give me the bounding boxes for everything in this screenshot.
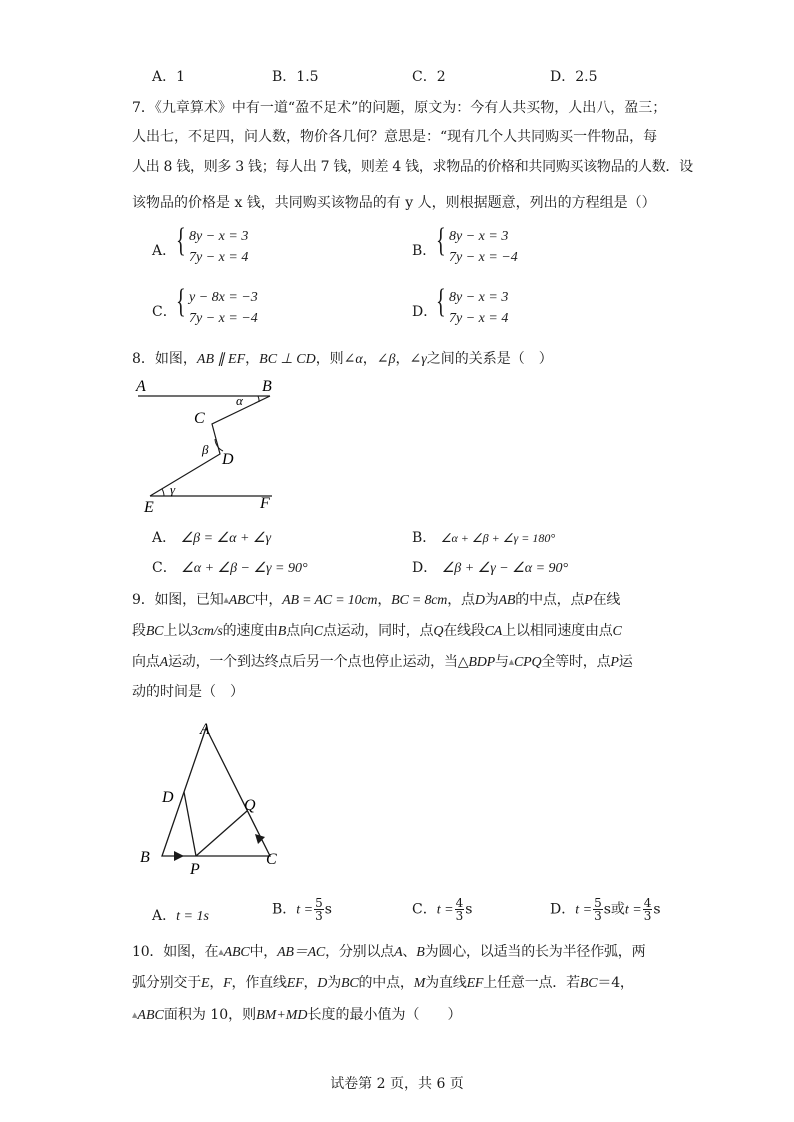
unit: s xyxy=(465,901,473,918)
math: B xyxy=(277,624,287,639)
math: CPQ xyxy=(513,655,542,670)
text: 为 xyxy=(484,592,499,608)
fraction xyxy=(593,897,603,922)
math: CA xyxy=(484,624,503,639)
option-text: ∠β = ∠α + ∠γ xyxy=(180,531,271,546)
option-letter: C． xyxy=(412,69,437,85)
q6-option-d[interactable] xyxy=(550,66,598,86)
math: Q xyxy=(433,624,444,639)
numerator: 4 xyxy=(643,896,652,910)
label-f: F xyxy=(260,495,270,512)
text: ， xyxy=(209,975,224,991)
math: BM+MD xyxy=(256,1008,308,1023)
math: P xyxy=(584,593,593,608)
triangle-icon: ▲ xyxy=(132,1011,138,1019)
denominator: 3 xyxy=(594,909,602,923)
text: 10．如图，在 xyxy=(132,944,219,960)
option-letter: C． xyxy=(412,901,437,918)
label-gamma: γ xyxy=(170,482,176,497)
text: 全等时，点 xyxy=(541,654,611,670)
left-brace-icon: { xyxy=(436,283,446,320)
math: EF xyxy=(466,976,484,991)
text: ， xyxy=(377,592,392,608)
triangle-icon: ▲ xyxy=(508,658,514,666)
label-a: A xyxy=(136,378,146,395)
text: ，则∠ xyxy=(315,351,356,367)
equation-2: 7y − x = 4 xyxy=(449,311,509,326)
math: E xyxy=(201,976,210,991)
q7-stem-line-4: 该物品的价格是 x 钱，共同购买该物品的有 y 人，则根据题意，列出的方程组是（） xyxy=(132,195,656,211)
q6-option-c[interactable] xyxy=(412,66,446,86)
option-letter: A． xyxy=(152,243,177,259)
option-value: 2 xyxy=(436,69,446,85)
left-brace-icon: { xyxy=(436,222,446,259)
text: 与 xyxy=(494,654,509,670)
text: 在线 xyxy=(592,592,621,608)
math: EF xyxy=(286,976,304,991)
label-e: E xyxy=(144,499,154,516)
math: D xyxy=(317,976,328,991)
label-c: C xyxy=(194,410,205,427)
q8-option-c[interactable] xyxy=(152,557,308,577)
text: 上任意一点．若 xyxy=(483,975,580,991)
text: 上以相同速度由点 xyxy=(502,623,613,639)
option-letter: A． xyxy=(152,908,177,924)
q8-figure xyxy=(130,374,290,516)
math: ABC xyxy=(137,1008,164,1023)
option-letter: C． xyxy=(152,304,177,320)
option-letter: D． xyxy=(550,69,576,85)
q9-figure xyxy=(134,718,294,880)
math: AB ∥ EF xyxy=(196,352,246,367)
segment-pq xyxy=(196,811,247,856)
text: 8．如图， xyxy=(132,351,197,367)
text: 之间的关系是（ ） xyxy=(426,351,553,367)
text: 的速度由 xyxy=(222,623,278,639)
text: 的中点，点 xyxy=(515,592,585,608)
math: AB = AC = 10cm xyxy=(282,593,378,608)
gamma-arc xyxy=(162,489,164,496)
option-value: 1.5 xyxy=(296,69,319,85)
segment-dp xyxy=(184,792,196,856)
math: D xyxy=(474,593,485,608)
polyline-bcde xyxy=(150,396,270,496)
q9-option-a[interactable] xyxy=(152,905,209,925)
q8-option-d[interactable] xyxy=(412,557,568,577)
label-a: A xyxy=(200,721,210,738)
math: B xyxy=(416,945,425,960)
math: t = xyxy=(624,902,642,918)
text: 运 xyxy=(618,654,633,670)
text: 弧分别交于 xyxy=(132,975,201,991)
text: 点向 xyxy=(286,623,314,639)
math: t = xyxy=(296,902,314,918)
q9-option-b[interactable] xyxy=(272,897,332,922)
math: ABC xyxy=(223,945,250,960)
label-q: Q xyxy=(244,797,256,814)
option-letter: D． xyxy=(550,901,576,918)
q7-stem-line-2: 人出七，不足四，问人数，物价各几何？意思是：“现有几个人共同购买一件物品，每 xyxy=(132,129,658,145)
arrow-right-icon xyxy=(174,851,184,861)
label-d: D xyxy=(162,789,174,806)
equation-2: 7y − x = −4 xyxy=(449,250,518,265)
unit: s xyxy=(603,901,611,918)
q9-stem-line-3 xyxy=(132,651,633,671)
label-c: C xyxy=(266,851,277,868)
math: BC = 8cm xyxy=(391,593,448,608)
math: BC xyxy=(145,624,164,639)
q8-option-b[interactable] xyxy=(412,527,555,547)
math: A xyxy=(394,945,403,960)
option-letter: A． xyxy=(152,530,177,546)
text: 上以 xyxy=(163,623,191,639)
left-brace-icon: { xyxy=(176,222,186,259)
math: 3cm/s xyxy=(190,624,223,639)
option-text: ∠α + ∠β − ∠γ = 90° xyxy=(181,561,308,576)
denominator: 3 xyxy=(315,909,323,923)
math: P xyxy=(610,655,619,670)
q10-stem-line-2 xyxy=(132,972,634,992)
option-letter: B． xyxy=(272,69,297,85)
numerator: 4 xyxy=(455,896,464,910)
math: β xyxy=(388,352,396,367)
q10-stem-line-1 xyxy=(132,941,645,961)
text: 段 xyxy=(132,623,146,639)
unit: s xyxy=(324,901,332,918)
q8-option-a[interactable] xyxy=(152,527,271,547)
text: 为 xyxy=(327,975,341,991)
q9-stem-line-1 xyxy=(132,589,620,609)
equation-1: y − 8x = −3 xyxy=(189,290,258,305)
denominator: 3 xyxy=(455,909,464,923)
equation-1: 8y − x = 3 xyxy=(449,229,509,244)
numerator: 5 xyxy=(315,896,323,910)
left-brace-icon: { xyxy=(176,283,186,320)
label-b: B xyxy=(140,849,150,866)
math: AB xyxy=(498,593,516,608)
q9-option-d[interactable] xyxy=(550,897,661,922)
math: BC ⊥ CD xyxy=(259,352,316,367)
text: 点运动，同时，点 xyxy=(322,623,434,639)
label-d: D xyxy=(222,451,234,468)
option-letter: A． xyxy=(152,69,177,85)
text: 为直线 xyxy=(425,975,467,991)
fraction xyxy=(643,897,653,922)
page-footer: 试卷第 2 页，共 6 页 xyxy=(330,1076,464,1092)
q9-stem-line-4: 动的时间是（ ） xyxy=(132,684,244,700)
text: 在线段 xyxy=(443,623,485,639)
label-alpha: α xyxy=(236,393,243,408)
unit: s xyxy=(653,901,661,918)
text: ， xyxy=(245,351,260,367)
label-b: B xyxy=(262,378,272,395)
option-value: 2.5 xyxy=(575,69,598,85)
text: ＝4， xyxy=(597,975,634,991)
denominator: 3 xyxy=(643,909,652,923)
text: ，点 xyxy=(447,592,475,608)
equation-1: 8y − x = 3 xyxy=(449,290,509,305)
numerator: 5 xyxy=(594,896,602,910)
math: ABC xyxy=(228,593,255,608)
q6-option-b[interactable] xyxy=(272,66,319,86)
q10-stem-line-3 xyxy=(132,1004,462,1024)
q8-stem xyxy=(132,348,553,368)
text: 向点 xyxy=(132,654,160,670)
text: ，分别以点 xyxy=(325,944,395,960)
text: 9．如图，已知 xyxy=(132,592,224,608)
equation-1: 8y − x = 3 xyxy=(189,229,249,244)
math: BDP xyxy=(468,655,495,670)
triangle-icon: ▲ xyxy=(223,596,229,604)
option-letter: B． xyxy=(412,243,437,259)
equation-2: 7y − x = 4 xyxy=(189,250,249,265)
text: 中， xyxy=(249,944,278,960)
math: γ xyxy=(421,352,427,367)
triangle-abc xyxy=(162,728,270,856)
option-letter: C． xyxy=(152,560,177,576)
q7-stem-line-1: 7．《九章算术》中有一道“盈不足术”的问题，原文为：今有人共买物，人出八，盈三； xyxy=(132,100,667,116)
math: C xyxy=(313,624,323,639)
label-beta: β xyxy=(202,442,209,457)
math: t = xyxy=(436,902,454,918)
text: 面积为 10，则 xyxy=(163,1007,257,1023)
math: F xyxy=(223,976,232,991)
math: BC xyxy=(341,976,359,991)
q9-stem-line-2 xyxy=(132,620,622,640)
option-text: ∠α + ∠β + ∠γ = 180° xyxy=(440,531,556,545)
text: 、 xyxy=(402,944,417,960)
text: 为圆心，以适当的长为半径作弧，两 xyxy=(424,944,646,960)
option-letter: B． xyxy=(272,901,297,918)
math: A xyxy=(159,655,168,670)
text: ， xyxy=(303,975,318,991)
math: α xyxy=(355,352,363,367)
text: 中， xyxy=(254,592,283,608)
text: 或 xyxy=(610,901,625,918)
q6-option-a[interactable] xyxy=(152,66,185,86)
fraction xyxy=(455,897,465,922)
triangle-icon: ▲ xyxy=(218,948,224,956)
text: 长度的最小值为（ ） xyxy=(307,1007,462,1023)
math: t = xyxy=(575,902,593,918)
label-p: P xyxy=(190,861,200,878)
option-letter: D． xyxy=(412,304,438,320)
text: ，作直线 xyxy=(231,975,287,991)
text: ，∠ xyxy=(362,351,389,367)
option-letter: B． xyxy=(412,530,437,546)
option-text: t = 1s xyxy=(176,909,209,924)
math: C xyxy=(612,624,622,639)
fraction xyxy=(314,897,324,922)
text: ，∠ xyxy=(395,351,422,367)
math: AB＝AC xyxy=(277,945,326,960)
option-text: ∠β + ∠γ − ∠α = 90° xyxy=(441,561,569,576)
text: 运动，一个到达终点后另一个点也停止运动，当△ xyxy=(167,654,469,670)
math: M xyxy=(413,976,426,991)
option-letter: D． xyxy=(412,560,438,576)
q7-stem-line-3: 人出 8 钱，则多 3 钱；每人出 7 钱，则差 4 钱，求物品的价格和共同购买该物品的人数．设 xyxy=(132,159,693,175)
text: 的中点， xyxy=(358,975,414,991)
q9-option-c[interactable] xyxy=(412,897,472,922)
equation-2: 7y − x = −4 xyxy=(189,311,258,326)
math: BC xyxy=(579,976,598,991)
option-value: 1 xyxy=(176,69,186,85)
